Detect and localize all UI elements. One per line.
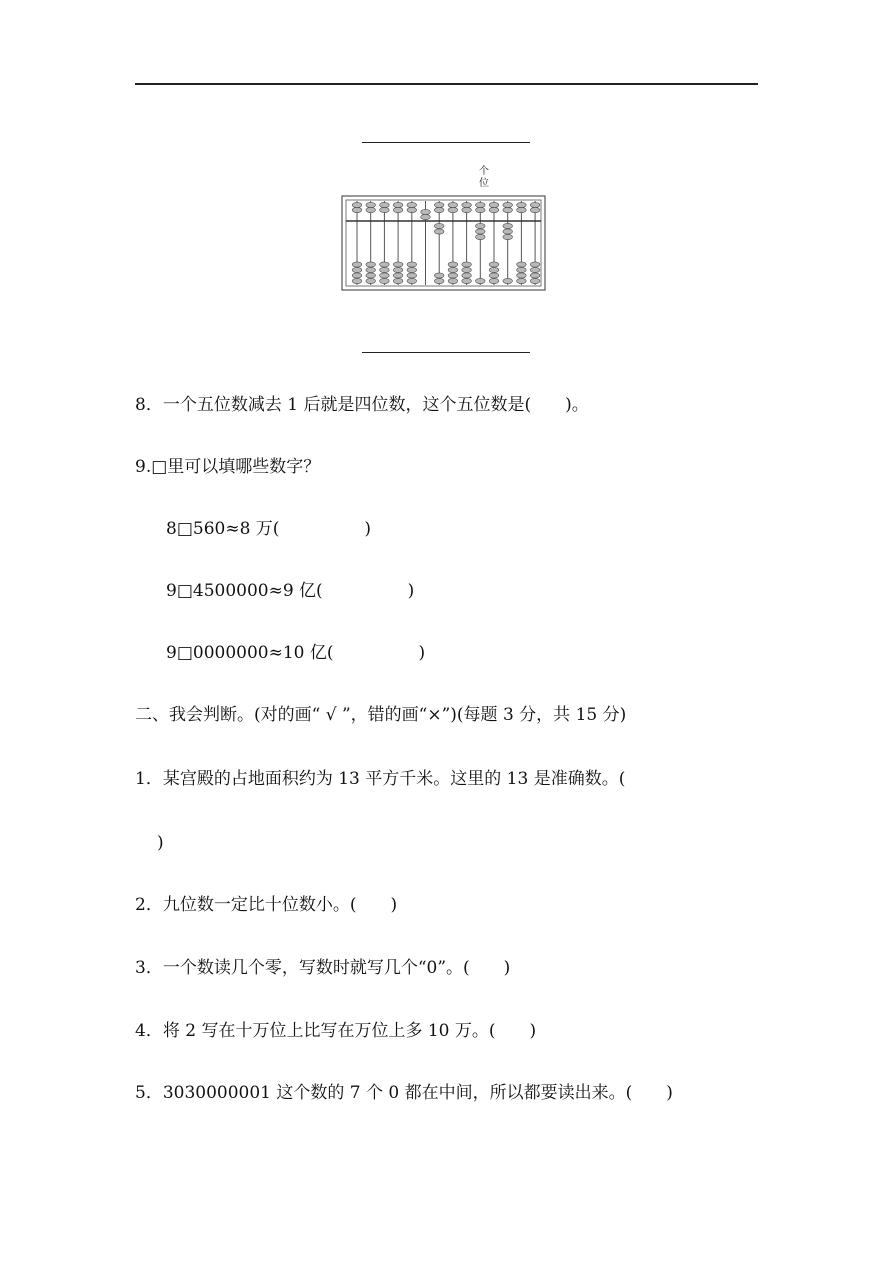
abacus-bead [407,267,417,272]
abacus-bead [352,202,362,207]
abacus-bead [517,202,527,207]
abacus-bead [503,234,513,239]
abacus-bead [476,207,486,212]
question-8: 8．一个五位数减去 1 后就是四位数，这个五位数是( )。 [135,395,589,415]
abacus-label-wei: 位 [479,178,489,189]
abacus-bead [517,278,527,283]
abacus-bead [380,202,390,207]
abacus-bead [489,262,499,267]
abacus-bead [393,202,403,207]
abacus-bead [517,273,527,278]
abacus-bead [530,262,540,267]
abacus-bead [393,207,403,212]
question-9: 9.□里可以填哪些数字？ [135,457,321,477]
abacus-bead [366,262,376,267]
question-9a: 8□560≈8 万( ) [166,519,372,539]
abacus-bead [503,202,513,207]
abacus-bead [366,202,376,207]
question-9b: 9□4500000≈9 亿( ) [166,581,415,601]
abacus-bead [448,262,458,267]
abacus-bead [448,278,458,283]
abacus-bead [476,229,486,234]
abacus-bead [462,278,472,283]
answer-blank-bottom [362,352,530,353]
abacus-bead [489,273,499,278]
abacus-bead [503,223,513,228]
abacus-bead [489,278,499,283]
abacus-bead [462,262,472,267]
abacus-bead [421,214,431,219]
abacus-bead [407,207,417,212]
abacus-bead [380,207,390,212]
abacus-bead [476,234,486,239]
abacus-bead [352,207,362,212]
judge-3: 3．一个数读几个零，写数时就写几个“0”。( ) [135,958,511,978]
section-2-heading: 二、我会判断。(对的画“ √ ”，错的画“×”)(每题 3 分，共 15 分) [135,705,627,725]
abacus-bead [530,267,540,272]
abacus-bead [393,278,403,283]
abacus-bead [366,273,376,278]
abacus-bead [434,207,444,212]
abacus-bead [407,202,417,207]
abacus-bead [380,262,390,267]
abacus-bead [352,278,362,283]
abacus-bead [476,202,486,207]
abacus-bead [489,267,499,272]
abacus-bead [503,278,513,283]
abacus-bead [530,202,540,207]
header-rule [135,83,758,85]
question-9c: 9□0000000≈10 亿( ) [166,643,426,663]
abacus-bead [517,267,527,272]
abacus-bead [517,207,527,212]
abacus-bead [421,209,431,214]
abacus-figure [340,166,548,294]
abacus-bead [476,223,486,228]
abacus-bead [462,267,472,272]
abacus-bead [530,273,540,278]
judge-2: 2．九位数一定比十位数小。( ) [135,895,398,915]
abacus-bead [503,229,513,234]
abacus-bead [366,278,376,283]
abacus-bead [448,273,458,278]
abacus-bead [393,262,403,267]
answer-blank-top [362,142,530,143]
abacus-label-ge: 个 [479,166,489,177]
abacus-bead [462,273,472,278]
abacus-drawing [340,166,548,294]
abacus-bead [393,273,403,278]
abacus-bead [434,278,444,283]
abacus-bead [448,267,458,272]
abacus-bead [434,229,444,234]
abacus-bead [462,207,472,212]
abacus-bead [366,267,376,272]
judge-5: 5．3030000001 这个数的 7 个 0 都在中间，所以都要读出来。( ) [135,1083,673,1103]
abacus-bead [407,278,417,283]
abacus-bead [380,278,390,283]
abacus-bead [352,262,362,267]
abacus-bead [352,267,362,272]
abacus-bead [530,207,540,212]
abacus-bead [407,273,417,278]
abacus-bead [434,223,444,228]
abacus-bead [448,207,458,212]
judge-1: 1．某宫殿的占地面积约为 13 平方千米。这里的 13 是准确数。( [135,769,626,789]
abacus-bead [448,202,458,207]
judge-1-tail: ) [157,833,164,853]
abacus-bead [517,262,527,267]
abacus-bead [352,273,362,278]
abacus-bead [380,273,390,278]
abacus-bead [407,262,417,267]
abacus-bead [462,202,472,207]
abacus-bead [434,202,444,207]
abacus-bead [489,207,499,212]
abacus-bead [530,278,540,283]
abacus-bead [393,267,403,272]
abacus-bead [503,207,513,212]
abacus-bead [380,267,390,272]
abacus-bead [489,202,499,207]
abacus-bead [434,273,444,278]
judge-4: 4．将 2 写在十万位上比写在万位上多 10 万。( ) [135,1021,537,1041]
abacus-bead [366,207,376,212]
abacus-bead [476,278,486,283]
